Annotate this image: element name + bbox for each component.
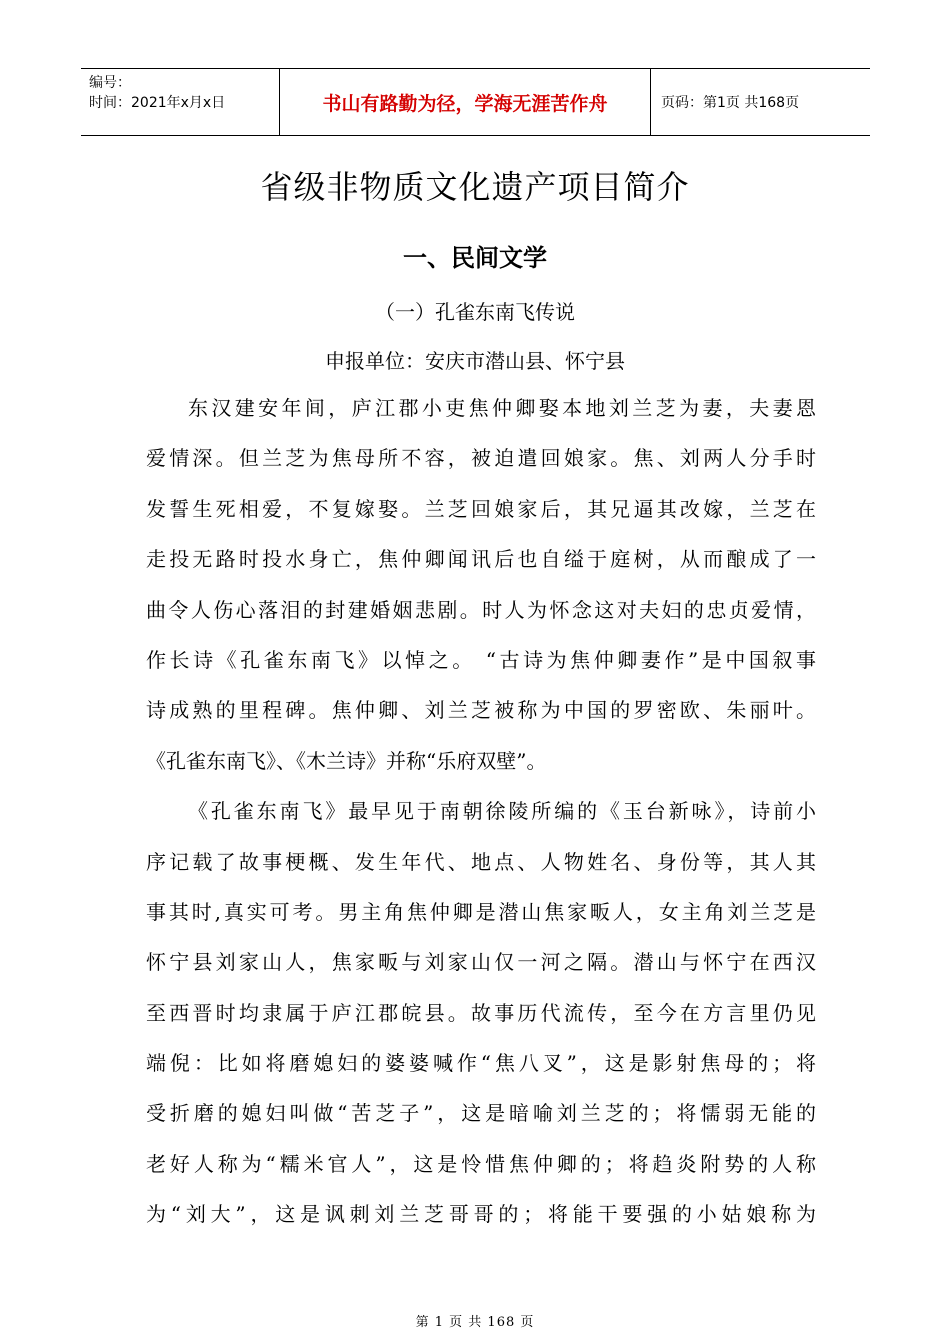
page-title: 省级非物质文化遗产项目简介 — [260, 168, 690, 206]
body-line: 《孔雀东南飞》、《木兰诗》并称“乐府双壁”。 — [146, 748, 547, 773]
body-line: 曲令人伤心落泪的封建婚姻悲剧。时人为怀念这对夫妇的忠贞爱情， — [146, 597, 816, 622]
body-line: 《孔雀东南飞》最早见于南朝徐陵所编的《玉台新咏》，诗前小 — [188, 799, 816, 824]
body-line: 走投无路时投水身亡，焦仲卿闻讯后也自缢于庭树，从而酿成了一 — [146, 547, 816, 572]
body-line: 受折磨的媳妇叫做“苦芝子”，这是暗喻刘兰芝的；将懦弱无能的 — [146, 1101, 816, 1126]
body-line: 事其时,真实可考。男主角焦仲卿是潜山焦家畈人，女主角刘兰芝是 — [146, 899, 816, 924]
body-line: 发誓生死相爱，不复嫁娶。兰芝回娘家后，其兄逼其改嫁，兰芝在 — [146, 496, 816, 521]
body-line: 端倪：比如将磨媳妇的婆婆喊作“焦八叉”，这是影射焦母的；将 — [146, 1051, 816, 1076]
body-line: 爱情深。但兰芝为焦母所不容，被迫遣回娘家。焦、刘两人分手时 — [146, 446, 816, 471]
body-line: 序记载了故事梗概、发生年代、地点、人物姓名、身份等，其人其 — [146, 849, 816, 874]
number-label: 编号： — [89, 75, 131, 91]
applicant-unit: 申报单位：安庆市潜山县、怀宁县 — [325, 349, 625, 373]
body-line: 为“刘大”，这是讽刺刘兰芝哥哥的；将能干要强的小姑娘称为 — [146, 1202, 816, 1227]
body-line: 东汉建安年间，庐江郡小吏焦仲卿娶本地刘兰芝为妻，夫妻恩 — [188, 396, 816, 420]
item-heading: （一）孔雀东南飞传说 — [375, 300, 575, 324]
header-motto: 书山有路勤为径，学海无涯苦作舟 — [280, 69, 651, 135]
section-heading: 一、民间文学 — [403, 244, 547, 272]
body-line: 老好人称为“糯米官人”，这是怜惜焦仲卿的；将趋炎附势的人称 — [146, 1151, 816, 1176]
header-page-info: 页码：第1页 共168页 — [661, 95, 800, 111]
header-meta-cell — [81, 69, 280, 135]
body-line: 诗成熟的里程碑。焦仲卿、刘兰芝被称为中国的罗密欧、朱丽叶。 — [146, 698, 816, 723]
body-text — [146, 393, 816, 1250]
body-line: 怀宁县刘家山人，焦家畈与刘家山仅一河之隔。潜山与怀宁在西汉 — [146, 950, 816, 975]
header-table — [81, 68, 870, 136]
body-line: 至西晋时均隶属于庐江郡皖县。故事历代流传，至今在方言里仍见 — [146, 1000, 816, 1025]
time-label: 时间：2021年x月x日 — [89, 95, 226, 111]
body-line: 作长诗《孔雀东南飞》以悼之。 “古诗为焦仲卿妻作”是中国叙事 — [146, 647, 816, 672]
page-footer: 第 1 页 共 168 页 — [415, 1315, 535, 1330]
